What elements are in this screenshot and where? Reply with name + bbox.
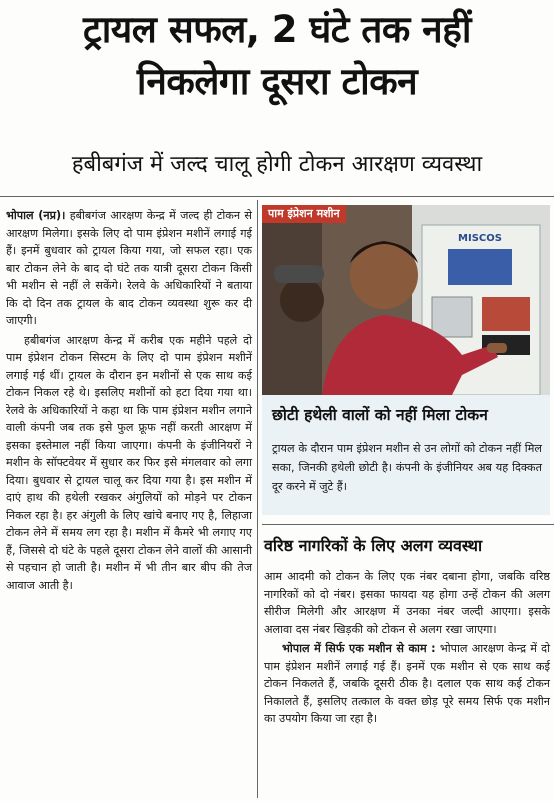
right-paragraph-2-text: भोपाल आरक्षण केन्द्र में दो पाम इंप्रेशन मशीनें लगाई गई हैं। इनमें एक मशीन से एक साथ कई टोकन निकलते हैं, जबकि दूसरी ठीक है। दलाल एक साथ कई टोकन निकालते हैं, इसलिए तत्काल के वक्त छोड़ पूरे समय सिर्फ एक मशीन का उपयोग किया जा रहा है।: [264, 642, 550, 725]
divider-right: [262, 524, 554, 525]
photo-tag: पाम इंप्रेशन मशीन: [262, 205, 346, 223]
news-photo: [262, 205, 550, 395]
divider-top: [0, 196, 554, 197]
left-paragraph-1-text: हबीबगंज आरक्षण केन्द्र में जल्द ही टोकन से आरक्षण मिलेगा। इसके लिए दो पाम इंप्रेशन मशीनें लगाई गई हैं। इनमें बुधवार को ट्रायल किया गया, जो सफल रहा। एक बार टोकन लेने के बाद दो घंटे तक यात्री दूसरा टोकन किसी भी मशीन से नहीं ले सकेंगे। रेलवे के अधिकारियों ने बताया कि दो दिन तक ट्रायल के बाद टोकन व्यवस्था शुरू कर दी जाएगी।: [6, 209, 252, 327]
left-paragraph-2: हबीबगंज आरक्षण केन्द्र में करीब एक महीने पहले दो पाम इंप्रेशन टोकन सिस्टम के लिए दो पाम इंप्रेशन मशीनें लगाई गई थीं। ट्रायल के दौरान इन मशीनों से एक साथ कई टोकन निकल रहे थे। इसलिए मशीनों को हटा दिया गया था। रेलवे के अधिकारियों ने कहा था कि पाम इंप्रेशन मशीन लगाने वाली कंपनी जब तक इसे फुल फ्रूफ नहीं करती आरक्षण में इसका इस्तेमाल नहीं किया जाएगा। कंपनी के इंजीनियरों ने मशीन के सॉफ्टवेयर में सुधार कर फिर इसे मंगलवार को लगा दिया। बुधवार से ट्रायल चालू कर दिया गया है। इस मशीन में दाएं हाथ की हथेली रखकर अंगुलियों को मोड़ने पर टोकन निकल रहा है। हर अंगुली के लिए खांचे बनाए गए है, लिहाजा टोकन लेने में समय लग रहा है। मशीन में कैमरे भी लगाए गए हैं, जिससे दो घंटे के पहले दूसरा टोकन लेने वालों की आसानी से पहचान हो जाती है। मशीन में भी तीन बार बीप की तेज आवाज आती है।: [6, 333, 252, 592]
left-paragraph-1: [6, 207, 252, 330]
machine-brand-text: MISCOS: [458, 233, 502, 244]
subheadline: हबीबगंज में जल्द चालू होगी टोकन आरक्षण व्यवस्था: [71, 152, 483, 177]
right-paragraph-2: [264, 640, 550, 728]
photo-illustration: [262, 205, 550, 395]
headline-line-2: निकलेगा दूसरा टोकन: [136, 60, 418, 103]
caption-text: ट्रायल के दौरान पाम इंप्रेशन मशीन से उन लोगों को टोकन नहीं मिल सका, जिनकी हथेली छोटी है। कंपनी के इंजीनियर अब यह दिक्कत दूर करने में जुटे हैं।: [272, 442, 542, 493]
right-column: [264, 568, 550, 730]
caption-title: छोटी हथेली वालों को नहीं मिला टोकन: [272, 406, 488, 424]
headline: [0, 4, 554, 108]
right-paragraph-2-lead: भोपाल में सिर्फ एक मशीन से काम :: [282, 642, 436, 655]
caption-box: [262, 395, 550, 515]
dateline: भोपाल (नप्र)।: [6, 209, 66, 222]
left-column: [6, 207, 252, 596]
right-subheading: वरिष्ठ नागरिकों के लिए अलग व्यवस्था: [264, 536, 483, 555]
right-paragraph-1: आम आदमी को टोकन के लिए एक नंबर दबाना होगा, जबकि वरिष्ठ नागरिकों को दो नंबर। इसका फायदा यह होगा उन्हें टोकन की अलग सीरीज मिलेगी और आरक्षण में उनका नंबर जल्दी आएगा। इसके अलावा दस नंबर खिड़की को टोकन से अलग रखा जाएगा।: [264, 570, 550, 636]
headline-line-1: ट्रायल सफल, 2 घंटे तक नहीं: [83, 8, 471, 51]
column-divider: [257, 200, 258, 798]
